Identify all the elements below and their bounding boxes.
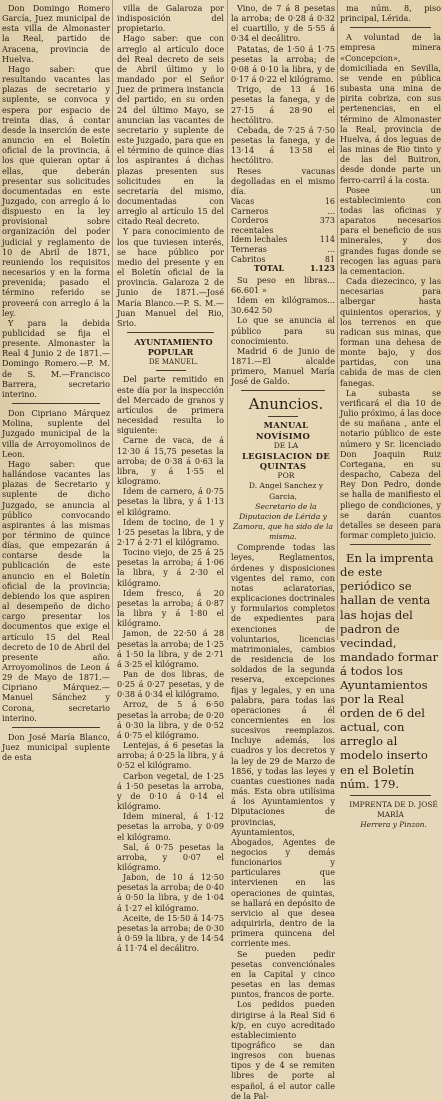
- column-rule: [337, 0, 338, 640]
- column-4: [340, 0, 441, 830]
- paragraph: Lentejas, á 6 pesetas la arroba; á 0·25 la libra, y á 0·52 el kilógramo.: [117, 740, 224, 771]
- separator: [127, 332, 214, 333]
- paragraph: Idem mineral, á 1·12 pesetas la arroba, y 0·09 el kilógramo.: [117, 811, 224, 842]
- paragraph: ma núm. 8, piso principal, Lérida.: [340, 3, 441, 24]
- separator: [350, 795, 431, 796]
- paragraph: Trigo, de 13 á 16 pesetas la fanega, y de 27·15 á 28·90 el hectólitro.: [231, 84, 335, 125]
- totals-label: Corderos recentales: [231, 216, 274, 235]
- paragraph: Don Cipriano Márquez Molina, suplente del Juzgado municipal de la villa de Arroyomolinos de Leon.: [2, 408, 110, 459]
- section-title: AYUNTAMIENTO POPULAR: [134, 337, 213, 358]
- paragraph: La subasta se verificará el dia 10 de Julio próximo, á las doce de su mañana , ante el notario público de este número y Sr. licenciado Don Joaquin Ruiz Cortegana, en su despacho, Cabeza del Rey Don Pedro, donde se halla de manifiesto el pliego de condiciones, y se darán cuantos detalles se deseen para formar completo juicio.: [340, 387, 441, 540]
- section-heading-anuncios: Anuncios.: [248, 395, 324, 414]
- totals-sum-row: [231, 264, 335, 274]
- totals-value: 81: [324, 254, 335, 264]
- totals-value: ...: [327, 206, 335, 216]
- totals-label: Carneros: [231, 206, 269, 216]
- paragraph: Idem de tocino, de 1 y 1·25 pesetas la libra, y de 2·17 á 2·71 el kilógramo.: [117, 516, 224, 547]
- totals-value: ...: [327, 244, 335, 254]
- paragraph: Carne de vaca, de á 12·30 á 15,75 pesetas la arroba; de 0·38 á 0·63 la libra, y á 1·55 el kilogramo.: [117, 435, 224, 487]
- totals-label: Vacas: [231, 196, 255, 206]
- totals-intro: Reses vacunas degolladas en el mismo día.: [231, 165, 335, 196]
- totals-label: Idem lechales: [231, 235, 288, 245]
- notice-text: En la imprenta de este periódico se hallan de venta las hojas del padron de vecindad, mandado formar á todos los Ayuntamientos por la Real orden de 6 del actual, con arreglo al modelo inserto en el Boletín núm. 179.: [340, 551, 439, 791]
- separator: [12, 403, 100, 404]
- paragraph: Jamon, de 22·50 á 28 pesetas la arroba; de 1·25 á 1·50 la libra, y de 2·71 á 3·25 el kilógramo.: [117, 628, 225, 669]
- separator: [350, 27, 431, 28]
- paragraph: Lo que se anuncia al público para su conocimiento.: [231, 315, 335, 346]
- totals-value: 114: [319, 235, 335, 245]
- paragraph: Idem fresco, á 20 pesetas la arroba; á 0·87 la libra y á 1·80 el kilógramo.: [117, 587, 224, 629]
- paragraph: Hago saber: que resultando vacantes las plazas de secretario y suplente, se convoca y espera por espacio de treinta dias, á contar desde la inserción de este anuncio en el Boletín oficial de la provincia, á los que quieran optar á ellas, que deberán presentar sus solicitudes documentadas en este Juzgado, con arreglo á lo dispuesto en la ley provisional sobre organización del poder judicial y reglamento de 10 de Abril de 1871, reuniendo los requisitos necesarios y en la forma prevenida; pasado el término referido se proveerá con arreglo á la ley.: [2, 63, 110, 318]
- paragraph: Comprende todas las leyes, Reglamentos, órdenes y disposiciones vigentes del ramo, con notas aclaratorias, explicaciones doctrinales y formularios completos de expedientes para exenciones de voluntarios, licencias matrimoniales, cambios de residencia de los soldados de la segunda reserva, excepciones fijas y legales, y en una palabra, para todas las operaciones á él concernientes en los sucesivos reemplazos. Incluye además, los cuadros y los decretos y la ley de 29 de Marzo de 1856, y todas las leyes y cuantas cuestiones nada más. Esta obra utilísima á los Ayuntamientos y Diputaciones de provincias, Ayuntamientos, Abogados, Agentes de negocios y demás funcionarios y particulares que intervienen en las operaciones de quintas, se hallará en depósito de servicio al que desea adquirirla, dentro de la primera quincena del corriente mes.: [231, 542, 335, 949]
- separator: [350, 544, 431, 545]
- paragraph: Aceite, de 15·50 á 14·75 pesetas la arroba; de 0·30 á 0·59 la libra, y de 14·54 á 11·74 el decálitro.: [117, 912, 225, 954]
- paragraph: Y para conocimiento de los que tuviesen interés, se hace público por medio del presente y en el Boletín oficial de la provincia. Galaroza 2 de Junio de 1871.—José María Blanco.—P. S. M.—Juan Manuel del Rio, Srio.: [117, 226, 224, 328]
- paragraph: Vino, de 7 á 8 pesetas la arroba; de 0·28 á 0·32 el cuartillo, y de 5·55 á 0·34 el decálitro.: [231, 3, 335, 44]
- paragraph: Del parte remitido en este día por la inspección del Mercado de granos y artículos de primera necesidad resulta lo siguiente:: [117, 374, 224, 436]
- paragraph: Hago saber: que hallándose vacantes las plazas de Secretario y suplente de dicho Juzgado, se anuncia al público convocando aspirantes á las mismas por término de quince días, que empezarán á contarse desde la publicación de este anuncio en el Boletín oficial de la provincia; debiendo los que aspiren al desempeño de dicho cargo presentar los documentos que exige el artículo 15 del Real decreto de 10 de Abril del presente año. Arroyomolinos de Leon á 29 de Mayo de 1871.—Cipriano Márquez.—Manuel Sánchez y Corona, secretario interino.: [2, 458, 110, 723]
- paragraph: Cebada, de 7·25 á 7·50 pesetas la fanega, y de 13·14 á 13·58 el hectólitro.: [231, 124, 335, 166]
- column-rule: [227, 0, 228, 640]
- imprint: IMPRENTA DE D. JOSÉ MARÍA: [349, 799, 438, 819]
- totals-row: [231, 235, 335, 245]
- paragraph: Cada diezecinco, y las necesarias para albergar hasta quinientos operarios, y los terrenos en que radican sus minas, que forman una dehesa de monte bajo, y dos partidas, con una cabida de mas de cien fanegas.: [340, 276, 441, 388]
- paragraph: Patatas, de 1·50 á 1·75 pesetas la arroba; de 0·08 á 0·10 la libra, y de 0·17 á 0·22 el kilógramo.: [231, 43, 335, 85]
- section-subtitle: DE MANUEL.: [148, 358, 199, 367]
- total-label: TOTAL: [253, 263, 285, 274]
- book-title-main: LEGISLACION DE QUINTAS: [241, 450, 331, 472]
- total-value: 1.123: [309, 263, 335, 274]
- totals-row: [231, 245, 335, 255]
- book-author: D. Angel Sanchez y Garcia,: [248, 481, 324, 501]
- totals-row: [231, 207, 335, 217]
- paragraph: Idem de carnero, á 0·75 pesetas la libra, y á 1·13 el kilógramo.: [117, 486, 224, 517]
- column-2: [117, 0, 225, 954]
- totals-value: 16: [324, 196, 335, 206]
- paragraph: Don José María Blanco, Juez municipal suplente de esta: [2, 731, 110, 763]
- book-title: MANUAL NOVÍSIMO: [255, 420, 311, 441]
- padron-notice: [340, 551, 441, 791]
- livestock-totals: [231, 197, 335, 274]
- paragraph: Y para la debida publicidad se fija el presente. Almonaster la Real 4 Junio 2 de 1871.—Domingo Romero.—P. M. de S. M.—Francisco Barrera, secretario interino.: [2, 317, 110, 399]
- paragraph: Sal, á 0·75 pesetas la arroba, y 0·07 el kilógramo.: [117, 841, 224, 872]
- column-1: [2, 0, 110, 763]
- short-rule: [268, 416, 298, 417]
- separator: [12, 727, 100, 728]
- column-rule: [112, 0, 113, 640]
- paragraph: Hago saber: que con arreglo al artículo doce del Real decreto de seis de Abril último y lo mandado por el Señor Juez de primera instancia del partido, en su orden 24 del último Mayo, se anuncian las vacantes de secretario y suplente de este Juzgado, para que en el término de quince días los aspirantes á dichas plazas presenten sus solicitudes en la secretaría del mismo, documentadas con arreglo al artículo 15 del citado Real decreto.: [117, 33, 224, 227]
- paragraph: Pan de dos libras, de 0·25 á 0·27 pesetas, y de 0·38 á 0·34 el kilógramo.: [117, 669, 224, 700]
- totals-value: 373: [319, 216, 335, 226]
- column-3: [231, 0, 335, 1101]
- paragraph: A voluntad de la empresa minera «Concepcion», domiciliada en Sevilla, se vende en pública subasta una mina de pirita cobriza, con sus pertenencias, en el término de Almonaster la Real, provincia de Huelva, á dos leguas de las minas de Rio tinto y de las del Buitron, desde donde parte un ferro-carril á la costa.: [340, 32, 441, 185]
- separator: [241, 390, 325, 391]
- paragraph: villa de Galaroza por indisposición del propietario.: [117, 3, 224, 34]
- paragraph: Arroz, de 5 á 6·50 pesetas la arroba; de 0·20 á 0·30 la libra, y de 0·52 á 0·75 el kilógramo.: [117, 699, 225, 740]
- paragraph: Don Domingo Romero García, Juez municipal de esta villa de Almonaster la Real, partido de Aracena, provincia de Huelva.: [2, 3, 110, 64]
- paragraph: Tocino viejo, de 25 á 25 pesetas la arroba; á 1·06 la libra, y á 2·30 el kilógramo.: [117, 547, 224, 588]
- totals-label: Cabritos: [231, 254, 266, 264]
- paragraph: Posee un establecimiento con todas las oficinas y aparatos necesarios para el beneficio de sus minerales, y dos grandes fugas donde se recogen las aguas para la cementacion.: [340, 184, 441, 276]
- imprint-name: Herrera y Pinzon.: [360, 820, 427, 830]
- totals-row: [231, 216, 335, 235]
- paragraph: Idem en kilógramos... 30.642 50: [231, 295, 335, 316]
- paragraph: Madrid 6 de Junio de 1871.—El alcalde primero, Manuel María José de Galdo.: [231, 345, 335, 387]
- book-author-role: Secretario de la Diputacion de Lérida y Zamora, que ha sido de la misma.: [233, 501, 333, 542]
- book-title-connector: DE LA: [273, 440, 299, 450]
- totals-label: Terneras: [231, 244, 267, 254]
- paragraph: Los pedidos pueden dirigirse á la Real Sid 6 k/p, en cuyo acreditado establecimiento tipográfico se dan ingresos con buenas tipos y de 4 se remiten libres de porte al español, á el autor calle de la Pal-: [231, 999, 335, 1101]
- paragraph: Carbon vegetal, de 1·25 á 1·50 pesetas la arroba, y de 0·10 á 0·14 el kilógramo.: [117, 770, 224, 812]
- totals-row: [231, 197, 335, 207]
- book-by: POR: [277, 471, 295, 481]
- paragraph: Jabon, de 10 á 12·50 pesetas la arroba; de 0·40 á 0·50 la libra, y de 1·04 á 1·27 el kilógramo.: [117, 872, 225, 913]
- paragraph: Se pueden pedir pesetas convenciónales en la Capital y cinco pesetas en las demas puntos, francos de porte.: [231, 948, 335, 1000]
- paragraph: Su peso en libras... 66.601 »: [231, 274, 335, 295]
- short-rule: [156, 370, 186, 371]
